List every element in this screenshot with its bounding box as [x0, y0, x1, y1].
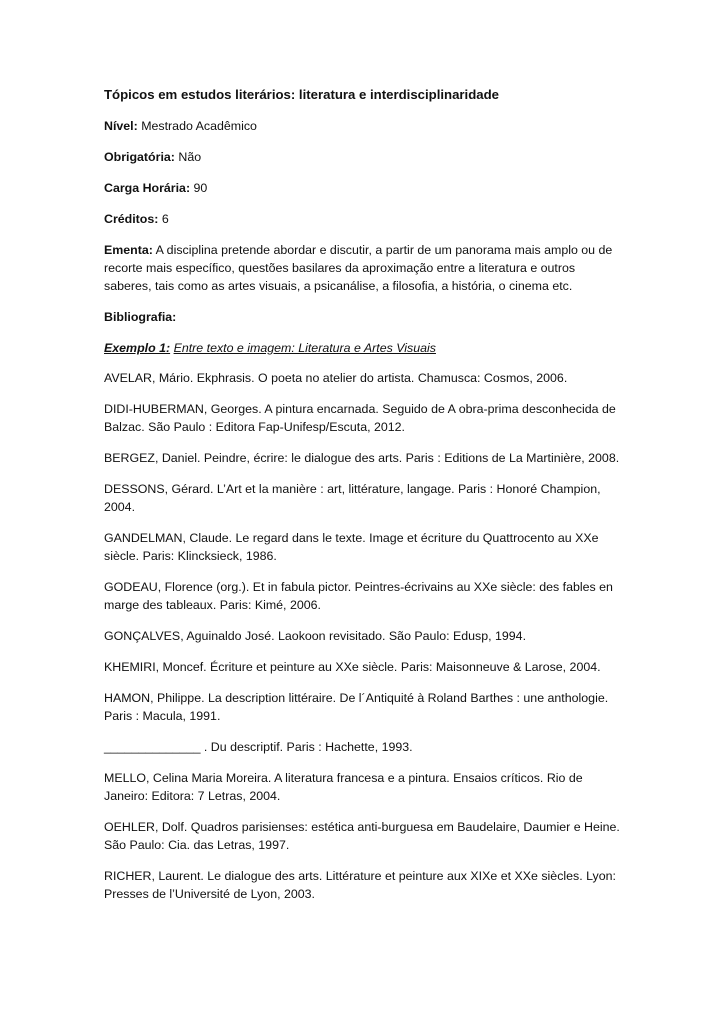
reference-item: DESSONS, Gérard. L’Art et la manière : art, littérature, langage. Paris : Honoré Champion, 2004. — [104, 482, 601, 514]
field-creditos — [104, 210, 624, 228]
reference-list — [104, 369, 624, 903]
field-nivel-value: Mestrado Acadêmico — [141, 119, 257, 133]
field-obrigatoria-value: Não — [178, 150, 202, 164]
reference-item: GONÇALVES, Aguinaldo José. Laokoon revisitado. São Paulo: Edusp, 1994. — [104, 629, 527, 643]
field-creditos-value: 6 — [161, 212, 169, 226]
reference-item: MELLO, Celina Maria Moreira. A literatura francesa e a pintura. Ensaios críticos. Rio de Janeiro: Editora: 7 Letras, 2004. — [104, 771, 583, 803]
bibliografia-heading: Bibliografia: — [104, 310, 177, 324]
ementa-text: A disciplina pretende abordar e discutir, a partir de um panorama mais amplo ou de recorte mais específico, questões basilares da aproximação entre a literatura e outros saberes, tais como as artes visuais, a psicanálise, a filosofia, a história, o cinema etc. — [104, 243, 613, 293]
reference-item: RICHER, Laurent. Le dialogue des arts. Littérature et peinture aux XIXe et XXe siècles. Lyon: Presses de l’Université de Lyon, 2003. — [104, 869, 616, 901]
document-title: Tópicos em estudos literários: literatura e interdisciplinaridade — [104, 87, 500, 102]
field-obrigatoria-label: Obrigatória: — [104, 150, 175, 164]
field-nivel — [104, 117, 624, 135]
reference-item: DIDI-HUBERMAN, Georges. A pintura encarnada. Seguido de A obra-prima desconhecida de Balzac. São Paulo : Editora Fap-Unifesp/Escuta, 2012. — [104, 402, 616, 434]
example-heading — [104, 339, 624, 357]
field-nivel-label: Nível: — [104, 119, 138, 133]
ementa-paragraph — [104, 241, 624, 295]
field-carga-horaria-value: 90 — [193, 181, 208, 195]
field-carga-horaria — [104, 179, 624, 197]
document-page — [104, 86, 624, 916]
reference-item: HAMON, Philippe. La description littéraire. De l´Antiquité à Roland Barthes : une anthologie. Paris : Macula, 1991. — [104, 691, 609, 723]
reference-item: BERGEZ, Daniel. Peindre, écrire: le dialogue des arts. Paris : Editions de La Martinière, 2008. — [104, 451, 620, 465]
example-label: Exemplo 1: — [104, 341, 171, 355]
reference-item: KHEMIRI, Moncef. Écriture et peinture au XXe siècle. Paris: Maisonneuve & Larose, 2004. — [104, 660, 601, 674]
reference-item: ______________ . Du descriptif. Paris : Hachette, 1993. — [104, 740, 413, 754]
reference-item: AVELAR, Mário. Ekphrasis. O poeta no atelier do artista. Chamusca: Cosmos, 2006. — [104, 371, 568, 385]
ementa-label: Ementa: — [104, 243, 153, 257]
reference-item: GANDELMAN, Claude. Le regard dans le texte. Image et écriture du Quattrocento au XXe siècle. Paris: Klincksieck, 1986. — [104, 531, 599, 563]
example-title: Entre texto e imagem: Literatura e Artes Visuais — [173, 341, 436, 355]
reference-item: GODEAU, Florence (org.). Et in fabula pictor. Peintres-écrivains au XXe siècle: des fables en marge des tableaux. Paris: Kimé, 2006. — [104, 580, 613, 612]
field-obrigatoria — [104, 148, 624, 166]
field-carga-horaria-label: Carga Horária: — [104, 181, 191, 195]
reference-item: OEHLER, Dolf. Quadros parisienses: estética anti-burguesa em Baudelaire, Daumier e Heine. São Paulo: Cia. das Letras, 1997. — [104, 820, 620, 852]
field-creditos-label: Créditos: — [104, 212, 159, 226]
